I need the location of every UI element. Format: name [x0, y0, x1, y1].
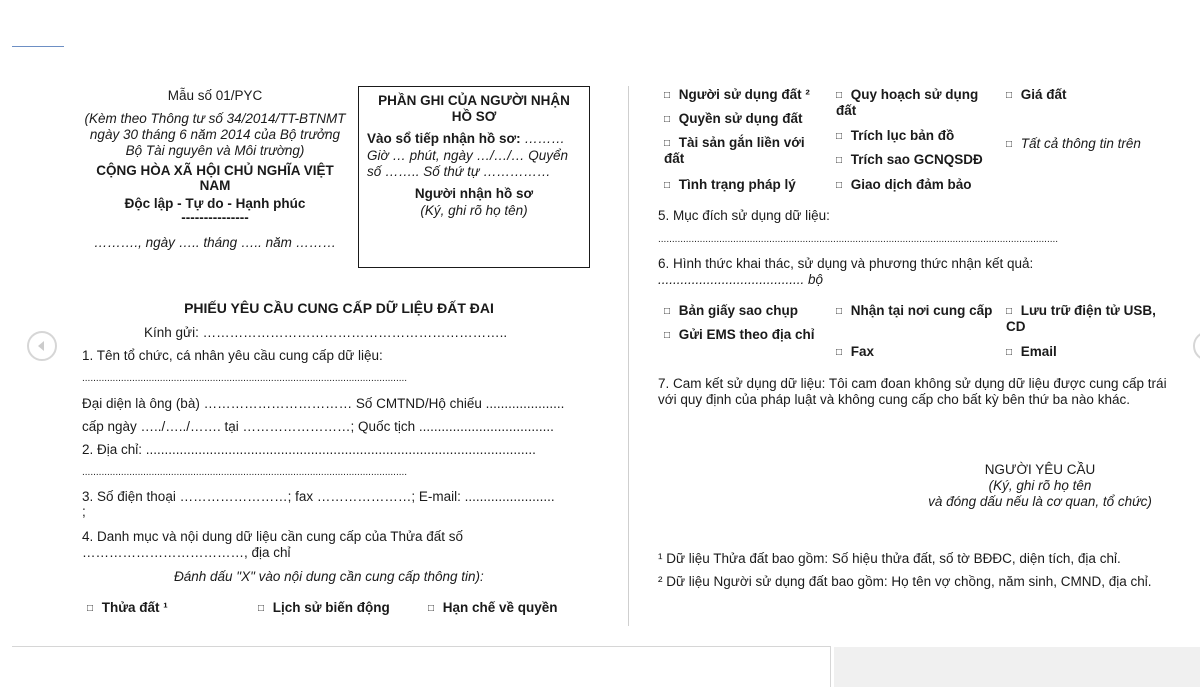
check-giao-dich[interactable]: □ Giao dịch đảm bảo	[836, 177, 972, 192]
checkbox-icon[interactable]: □	[87, 603, 94, 614]
check-ban-giay[interactable]: □ Bản giấy sao chụp	[664, 303, 799, 318]
check-han-che-ve-quyen[interactable]: □ Hạn chế về quyền	[428, 600, 558, 615]
receipt-entry-text: ……… Giờ … phút, ngày …/…/… Quyển số …….. Số thứ tự ……………	[367, 131, 568, 179]
check-lich-su-bien-dong[interactable]: □ Lịch sử biến động	[258, 600, 390, 615]
receiver-label: Người nhận hồ sơ	[414, 186, 534, 202]
form-number: Mẫu số 01/PYC	[167, 88, 263, 103]
motto-rule: ---------------	[181, 210, 249, 226]
previous-page-button[interactable]	[27, 331, 57, 361]
check-quyen-su-dung-dat[interactable]: □ Quyền sử dụng đất	[664, 111, 803, 126]
checkbox-icon[interactable]: □	[664, 306, 671, 317]
issue-line: cấp ngày …../…../……. tại ……………………; Quốc tịch ....................................	[82, 419, 554, 434]
check-quy-hoach[interactable]: □ Quy hoạch sử dụng đất	[836, 87, 979, 119]
chevron-left-icon	[29, 333, 55, 359]
checkbox-icon[interactable]: □	[836, 90, 843, 101]
checkbox-icon[interactable]: □	[836, 155, 843, 166]
item-5-fill: ................................................................................................................................................	[658, 234, 1059, 245]
item-3-cont: ;	[82, 504, 86, 519]
check-gui-ems[interactable]: □ Gửi EMS theo địa chỉ	[664, 327, 815, 342]
item-2-address: 2. Địa chỉ: ........................................................................................................	[82, 442, 536, 457]
mark-instruction: Đánh dấu "X" vào nội dung cần cung cấp thông tin):	[174, 569, 484, 584]
form-header	[80, 88, 350, 252]
item-6-label: 6. Hình thức khai thác, sử dụng và phương thức nhận kết quả:	[658, 256, 1034, 271]
checkbox-icon[interactable]: □	[836, 347, 843, 358]
check-thua-dat[interactable]: □ Thửa đất ¹	[87, 600, 168, 615]
checkbox-icon[interactable]: □	[836, 131, 843, 142]
representative-line: Đại diện là ông (bà) …………………………… Số CMTND/Hộ chiếu .....................	[82, 396, 565, 411]
chevron-right-icon	[1195, 333, 1200, 359]
checkbox-icon[interactable]: □	[1006, 90, 1013, 101]
check-tinh-trang[interactable]: □ Tình trạng pháp lý	[664, 177, 796, 192]
item-1-label: 1. Tên tổ chức, cá nhân yêu cầu cung cấp dữ liệu:	[82, 348, 383, 363]
receipt-entry-label: Vào sổ tiếp nhận hồ sơ:	[367, 131, 521, 147]
requester-sign-line-2: và đóng dấu nếu là cơ quan, tổ chức)	[928, 494, 1152, 510]
receipt-box	[358, 86, 590, 268]
check-gia-dat[interactable]: □ Giá đất	[1006, 87, 1067, 102]
item-7-commitment: 7. Cam kết sử dụng dữ liệu: Tôi cam đoan không sử dụng dữ liệu được cung cấp trái với quy định của pháp luật và không cung cấp cho bất kỳ bên thứ ba nào khác.	[658, 376, 1167, 407]
check-fax[interactable]: □ Fax	[836, 344, 875, 359]
check-email[interactable]: □ Email	[1006, 344, 1057, 359]
checkbox-icon[interactable]: □	[664, 114, 671, 125]
requester-sign-line-1: (Ký, ghi rõ họ tên	[988, 478, 1092, 494]
item-5-label: 5. Mục đích sử dụng dữ liệu:	[658, 208, 830, 223]
top-link-underline[interactable]	[12, 46, 64, 47]
checkbox-icon[interactable]: □	[836, 180, 843, 191]
checkbox-icon[interactable]: □	[428, 603, 435, 614]
check-nguoi-su-dung-dat[interactable]: □ Người sử dụng đất ²	[664, 87, 810, 102]
kinh-gui-line: Kính gửi: …………………………………………………………..	[144, 325, 508, 340]
check-tai-san[interactable]: □ Tài sản gắn liền với đất	[664, 135, 805, 167]
checkbox-icon[interactable]: □	[664, 330, 671, 341]
form-title: PHIẾU YÊU CẦU CUNG CẤP DỮ LIỆU ĐẤT ĐAI	[184, 300, 494, 316]
receipt-title: PHẦN GHI CỦA NGƯỜI NHẬN HỒ SƠ	[378, 93, 570, 124]
check-luu-tru-dien-tu[interactable]: □ Lưu trữ điện tử USB, CD	[1006, 303, 1156, 335]
requester-block	[900, 462, 1180, 511]
check-tat-ca[interactable]: □ Tất cả thông tin trên	[1006, 136, 1141, 151]
checkbox-icon[interactable]: □	[836, 306, 843, 317]
checkbox-icon[interactable]: □	[1006, 347, 1013, 358]
check-trich-luc[interactable]: □ Trích lục bản đồ	[836, 128, 955, 143]
checkbox-icon[interactable]: □	[664, 180, 671, 191]
item-4-cont: ………………………………, địa chỉ	[82, 545, 291, 560]
page-divider	[628, 86, 629, 626]
footnote-1: ¹ Dữ liệu Thửa đất bao gồm: Số hiệu thửa đất, số tờ BĐĐC, diện tích, địa chỉ.	[658, 551, 1121, 566]
check-trich-sao[interactable]: □ Trích sao GCNQSDĐ	[836, 152, 983, 167]
receiver-sign-note: (Ký, ghi rõ họ tên)	[420, 202, 528, 218]
bottom-panel	[12, 646, 831, 687]
national-motto: Độc lập - Tự do - Hạnh phúc	[124, 195, 306, 211]
item-6-cont: ....................................... bộ	[658, 272, 824, 287]
checkbox-icon[interactable]: □	[664, 90, 671, 101]
checkbox-icon[interactable]: □	[664, 138, 671, 149]
bottom-side-panel	[834, 647, 1200, 687]
item-1-fill: .....................................................................................................................	[82, 373, 408, 384]
country-name: CỘNG HÒA XÃ HỘI CHỦ NGHĨA VIỆT NAM	[96, 162, 334, 194]
check-nhan-tai-noi-cung-cap[interactable]: □ Nhận tại nơi cung cấp	[836, 303, 993, 318]
footnote-2: ² Dữ liệu Người sử dụng đất bao gồm: Họ tên vợ chồng, năm sinh, CMND, địa chỉ.	[658, 574, 1152, 589]
requester-title: NGƯỜI YÊU CẦU	[984, 462, 1096, 477]
checkbox-icon[interactable]: □	[1006, 306, 1013, 317]
form-attached-note: (Kèm theo Thông tư số 34/2014/TT-BTNMT ngày 30 tháng 6 năm 2014 của Bộ trưởng Bộ Tài nguyên và Môi trường)	[84, 111, 346, 159]
receipt-entry	[367, 131, 581, 180]
checkbox-icon[interactable]: □	[258, 603, 265, 614]
item-2-fill: .....................................................................................................................	[82, 467, 408, 478]
item-4-label: 4. Danh mục và nội dung dữ liệu cần cung cấp của Thửa đất số	[82, 529, 464, 544]
next-page-button[interactable]	[1193, 331, 1200, 361]
item-3-contact: 3. Số điện thoại ……………………; fax …………………; E-mail: ........................	[82, 489, 555, 504]
date-line: ………., ngày ….. tháng ….. năm ………	[93, 235, 337, 251]
checkbox-icon[interactable]: □	[1006, 139, 1013, 150]
